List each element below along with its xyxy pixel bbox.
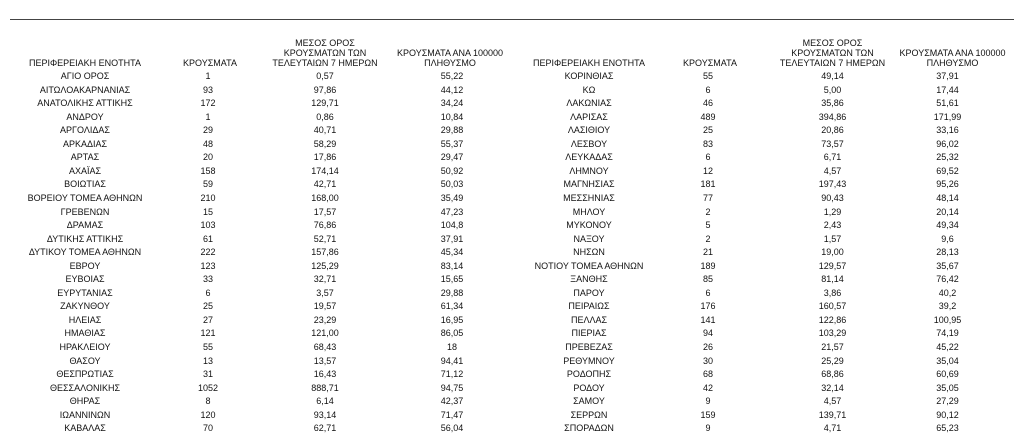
cell-avg7: 90,43 <box>821 192 844 203</box>
cell-region: ΛΕΥΚΑΔΑΣ <box>565 152 613 163</box>
cell-cases: 5 <box>705 220 711 231</box>
cell-region: ΛΑΣΙΘΙΟΥ <box>567 125 611 136</box>
cell-cases: 121 <box>200 328 216 339</box>
cell-cases: 13 <box>202 355 213 366</box>
cell-region: ΚΑΒΑΛΑΣ <box>64 423 106 434</box>
cell-cases: 20 <box>202 152 213 163</box>
cell-region: ΑΝΑΤΟΛΙΚΗΣ ΑΤΤΙΚΗΣ <box>37 98 133 109</box>
table-row <box>0 165 1024 178</box>
cell-avg7: 160,57 <box>818 301 847 312</box>
table-row <box>0 260 1024 273</box>
cell-region: ΝΑΞΟΥ <box>573 233 605 244</box>
cell-per100k: 28,13 <box>936 247 959 258</box>
table-row <box>0 327 1024 340</box>
cell-per100k: 55,37 <box>440 138 464 149</box>
cell-avg7: 81,14 <box>821 274 844 285</box>
table-row <box>0 300 1024 313</box>
cell-avg7: 888,71 <box>311 382 339 393</box>
cell-avg7: 40,71 <box>313 125 337 136</box>
cell-cases: 25 <box>202 301 213 312</box>
table-row <box>0 124 1024 137</box>
cell-per100k: 51,61 <box>936 98 959 109</box>
cell-per100k: 20,14 <box>936 206 959 217</box>
cell-region: ΑΓΙΟ ΟΡΟΣ <box>60 71 110 81</box>
cell-region: ΠΑΡΟΥ <box>573 287 605 298</box>
cell-region: ΡΟΔΟΥ <box>573 382 605 393</box>
header-region-left: ΠΕΡΙΦΕΡΕΙΑΚΗ ΕΝΟΤΗΤΑ <box>28 58 142 68</box>
cell-cases: 70 <box>202 423 213 434</box>
cell-cases: 141 <box>700 314 716 325</box>
table-row <box>0 368 1024 381</box>
cell-per100k: 171,99 <box>933 111 962 122</box>
table-row <box>0 233 1024 246</box>
cell-per100k: 37,91 <box>936 71 959 81</box>
cell-cases: 68 <box>702 369 713 380</box>
cell-cases: 15 <box>202 206 213 217</box>
cell-avg7: 52,71 <box>313 233 337 244</box>
cell-cases: 83 <box>702 138 713 149</box>
cell-avg7: 76,86 <box>313 220 337 231</box>
header-cases-right: ΚΡΟΥΣΜΑΤΑ <box>683 58 737 68</box>
header-per100k-right: ΚΡΟΥΣΜΑΤΑ ΑΝΑ 100000 ΠΛΗΘΥΣΜΟ <box>899 48 1006 68</box>
cell-region: ΣΑΜΟΥ <box>573 396 605 407</box>
cell-avg7: 122,86 <box>818 314 847 325</box>
cell-cases: 85 <box>702 274 713 285</box>
cell-region: ΑΝΔΡΟΥ <box>66 111 104 122</box>
cell-avg7: 17,86 <box>313 152 337 163</box>
cell-cases: 120 <box>200 409 216 420</box>
cell-per100k: 61,34 <box>440 301 464 312</box>
cell-avg7: 1,57 <box>823 233 842 244</box>
cell-cases: 31 <box>202 369 213 380</box>
cell-per100k: 29,47 <box>440 152 464 163</box>
table-row <box>0 178 1024 191</box>
cell-region: ΙΩΑΝΝΙΝΩΝ <box>59 409 111 420</box>
cell-cases: 93 <box>202 84 213 95</box>
cell-per100k: 76,42 <box>936 274 959 285</box>
header-cases-left: ΚΡΟΥΣΜΑΤΑ <box>183 58 237 68</box>
cell-region: ΗΡΑΚΛΕΙΟΥ <box>59 342 111 352</box>
cell-avg7: 6,14 <box>316 396 334 407</box>
cell-avg7: 6,71 <box>823 152 842 163</box>
cell-cases: 189 <box>700 260 716 271</box>
header-avg7-left: ΜΕΣΟΣ ΟΡΟΣ ΚΡΟΥΣΜΑΤΩΝ ΤΩΝ ΤΕΛΕΥΤΑΙΩΝ 7 ΗΜΕΡΩΝ <box>272 38 378 68</box>
cell-per100k: 45,22 <box>936 342 959 352</box>
cell-region: ΑΙΤΩΛΟΑΚΑΡΝΑΝΙΑΣ <box>39 84 131 95</box>
cell-per100k: 48,14 <box>936 192 959 203</box>
table-row <box>0 382 1024 395</box>
cell-per100k: 83,14 <box>440 260 464 271</box>
cell-per100k: 65,23 <box>936 423 959 434</box>
cell-region: ΑΡΓΟΛΙΔΑΣ <box>60 125 110 136</box>
cell-cases: 12 <box>702 165 713 176</box>
cell-avg7: 68,43 <box>313 342 337 352</box>
cell-per100k: 29,88 <box>440 287 464 298</box>
cell-per100k: 27,29 <box>936 396 959 407</box>
cell-cases: 1 <box>205 111 211 122</box>
cell-cases: 77 <box>702 192 713 203</box>
cell-per100k: 86,05 <box>440 328 464 339</box>
cell-avg7: 4,57 <box>823 396 842 407</box>
cell-per100k: 104,8 <box>440 220 464 231</box>
table-row <box>0 70 1024 83</box>
cell-region: ΚΩ <box>582 84 596 95</box>
cell-region: ΣΕΡΡΩΝ <box>570 409 608 420</box>
cell-cases: 9 <box>705 423 711 434</box>
header-per100k-left: ΚΡΟΥΣΜΑΤΑ ΑΝΑ 100000 ΠΛΗΘΥΣΜΟ <box>397 48 503 68</box>
cell-region: ΛΑΡΙΣΑΣ <box>570 111 608 122</box>
cell-region: ΜΑΓΝΗΣΙΑΣ <box>563 179 615 190</box>
cell-per100k: 29,88 <box>440 125 464 136</box>
cell-per100k: 37,91 <box>440 233 464 244</box>
cell-per100k: 35,67 <box>936 260 959 271</box>
cell-avg7: 17,57 <box>313 206 337 217</box>
cell-avg7: 0,86 <box>316 111 334 122</box>
cell-per100k: 34,24 <box>440 98 464 109</box>
cell-cases: 222 <box>200 247 216 258</box>
cell-region: ΘΕΣΠΡΩΤΙΑΣ <box>56 369 114 380</box>
cell-cases: 25 <box>702 125 713 136</box>
table-row <box>0 219 1024 232</box>
cell-avg7: 49,14 <box>821 71 844 81</box>
cell-region: ΕΥΡΥΤΑΝΙΑΣ <box>57 287 113 298</box>
cell-region: ΡΕΘΥΜΝΟΥ <box>563 355 615 366</box>
cell-avg7: 20,86 <box>821 125 844 136</box>
cell-per100k: 94,75 <box>440 382 464 393</box>
cell-region: ΑΡΚΑΔΙΑΣ <box>62 138 108 149</box>
cell-per100k: 100,95 <box>933 314 962 325</box>
cell-avg7: 2,43 <box>823 220 842 231</box>
cell-region: ΜΥΚΟΝΟΥ <box>566 220 612 231</box>
cell-per100k: 55,22 <box>440 71 464 81</box>
cell-region: ΓΡΕΒΕΝΩΝ <box>60 206 110 217</box>
table-row <box>0 111 1024 124</box>
cell-per100k: 90,12 <box>936 409 959 420</box>
cell-cases: 6 <box>205 287 211 298</box>
cell-region: ΗΛΕΙΑΣ <box>68 314 102 325</box>
cell-region: ΠΕΛΛΑΣ <box>570 314 608 325</box>
cell-per100k: 96,02 <box>936 138 959 149</box>
cell-cases: 94 <box>702 328 713 339</box>
cell-region: ΛΕΣΒΟΥ <box>570 138 608 149</box>
cell-cases: 29 <box>202 125 213 136</box>
cell-cases: 27 <box>202 314 213 325</box>
cell-avg7: 125,29 <box>311 260 339 271</box>
cell-avg7: 3,57 <box>316 287 334 298</box>
header-avg7-right: ΜΕΣΟΣ ΟΡΟΣ ΚΡΟΥΣΜΑΤΩΝ ΤΩΝ ΤΕΛΕΥΤΑΙΩΝ 7 ΗΜΕΡΩΝ <box>779 38 886 68</box>
cell-cases: 2 <box>705 233 711 244</box>
cell-region: ΒΟΡΕΙΟΥ ΤΟΜΕΑ ΑΘΗΝΩΝ <box>27 192 143 203</box>
cell-region: ΜΗΛΟΥ <box>572 206 606 217</box>
cell-per100k: 50,03 <box>440 179 464 190</box>
cell-region: ΘΗΡΑΣ <box>69 396 101 407</box>
cell-avg7: 129,57 <box>818 260 847 271</box>
cell-avg7: 16,43 <box>313 369 337 380</box>
cell-avg7: 4,71 <box>823 423 842 434</box>
cell-avg7: 13,57 <box>313 355 337 366</box>
cell-cases: 48 <box>202 138 213 149</box>
cell-avg7: 32,14 <box>821 382 844 393</box>
cell-region: ΖΑΚΥΝΘΟΥ <box>60 301 110 312</box>
table-row <box>0 192 1024 205</box>
table-row <box>0 84 1024 97</box>
cell-avg7: 93,14 <box>313 409 337 420</box>
cell-avg7: 68,86 <box>821 369 844 380</box>
table-row <box>0 273 1024 286</box>
cell-region: ΣΠΟΡΑΔΩΝ <box>564 423 614 434</box>
cell-avg7: 25,29 <box>821 355 844 366</box>
cell-region: ΑΧΑΪΑΣ <box>68 165 102 176</box>
cell-per100k: 16,95 <box>440 314 464 325</box>
cell-cases: 9 <box>705 396 711 407</box>
cell-region: ΘΑΣΟΥ <box>69 355 101 366</box>
cell-avg7: 62,71 <box>313 423 337 434</box>
cell-avg7: 3,86 <box>823 287 842 298</box>
cell-per100k: 95,26 <box>936 179 959 190</box>
cell-per100k: 25,32 <box>936 152 959 163</box>
cell-per100k: 44,12 <box>440 84 464 95</box>
table-row <box>0 355 1024 368</box>
cell-per100k: 17,44 <box>936 84 959 95</box>
cell-per100k: 49,34 <box>936 220 959 231</box>
cell-cases: 61 <box>202 233 213 244</box>
cell-per100k: 50,92 <box>440 165 464 176</box>
cell-region: ΠΙΕΡΙΑΣ <box>571 328 607 339</box>
cell-cases: 172 <box>200 98 216 109</box>
cell-per100k: 42,37 <box>440 396 464 407</box>
table-row <box>0 409 1024 422</box>
cell-per100k: 60,69 <box>936 369 959 380</box>
cell-cases: 55 <box>702 71 713 81</box>
cell-cases: 210 <box>200 192 216 203</box>
cell-per100k: 33,16 <box>936 125 959 136</box>
cell-avg7: 42,71 <box>313 179 337 190</box>
cell-cases: 2 <box>705 206 711 217</box>
cell-region: ΔΡΑΜΑΣ <box>66 220 104 231</box>
cell-avg7: 97,86 <box>313 84 337 95</box>
cell-per100k: 45,34 <box>440 247 464 258</box>
cell-cases: 55 <box>202 342 213 352</box>
cell-cases: 6 <box>705 84 711 95</box>
cell-region: ΛΑΚΩΝΙΑΣ <box>566 98 612 109</box>
table-row <box>0 151 1024 164</box>
cell-cases: 30 <box>702 355 713 366</box>
cell-cases: 1052 <box>197 382 219 393</box>
cell-cases: 176 <box>700 301 716 312</box>
cell-region: ΝΟΤΙΟΥ ΤΟΜΕΑ ΑΘΗΝΩΝ <box>534 260 644 271</box>
cell-cases: 33 <box>202 274 213 285</box>
cell-region: ΚΟΡΙΝΘΙΑΣ <box>564 71 614 81</box>
cell-cases: 8 <box>205 396 211 407</box>
cell-per100k: 39,2 <box>938 301 957 312</box>
cell-region: ΕΥΒΟΙΑΣ <box>65 274 105 285</box>
cell-per100k: 9,6 <box>941 233 954 244</box>
cell-avg7: 4,57 <box>823 165 842 176</box>
cell-cases: 46 <box>702 98 713 109</box>
cell-region: ΒΟΙΩΤΙΑΣ <box>64 179 106 190</box>
cell-avg7: 58,29 <box>313 138 337 149</box>
cell-cases: 6 <box>705 152 711 163</box>
table-row <box>0 287 1024 300</box>
cell-avg7: 157,86 <box>311 247 339 258</box>
cell-avg7: 197,43 <box>818 179 847 190</box>
cell-avg7: 21,57 <box>821 342 844 352</box>
cell-region: ΑΡΤΑΣ <box>70 152 100 163</box>
cell-avg7: 174,14 <box>311 165 339 176</box>
cell-avg7: 35,86 <box>821 98 844 109</box>
cell-avg7: 32,71 <box>313 274 337 285</box>
cell-per100k: 56,04 <box>440 423 464 434</box>
cell-avg7: 19,57 <box>313 301 337 312</box>
header-region-right: ΠΕΡΙΦΕΡΕΙΑΚΗ ΕΝΟΤΗΤΑ <box>532 58 646 68</box>
cell-per100k: 47,23 <box>440 206 464 217</box>
cell-per100k: 40,2 <box>938 287 957 298</box>
cell-cases: 1 <box>205 71 211 81</box>
cell-avg7: 103,29 <box>818 328 847 339</box>
cell-avg7: 168,00 <box>311 192 339 203</box>
cell-region: ΠΕΙΡΑΙΩΣ <box>568 301 610 312</box>
cell-region: ΞΑΝΘΗΣ <box>570 274 608 285</box>
cell-per100k: 10,84 <box>440 111 464 122</box>
cell-region: ΛΗΜΝΟΥ <box>569 165 609 176</box>
table-row <box>0 206 1024 219</box>
top-rule <box>10 19 1014 20</box>
cell-avg7: 139,71 <box>818 409 847 420</box>
cell-per100k: 15,65 <box>440 274 464 285</box>
cell-region: ΕΒΡΟΥ <box>69 260 101 271</box>
cell-cases: 59 <box>202 179 213 190</box>
cell-cases: 42 <box>702 382 713 393</box>
cell-cases: 489 <box>700 111 716 122</box>
cell-cases: 181 <box>700 179 716 190</box>
cell-cases: 6 <box>705 287 711 298</box>
cell-avg7: 0,57 <box>316 71 334 81</box>
cell-per100k: 94,41 <box>440 355 464 366</box>
cell-cases: 123 <box>200 260 216 271</box>
cell-avg7: 19,00 <box>821 247 844 258</box>
table-row <box>0 246 1024 259</box>
table-row <box>0 97 1024 110</box>
cell-avg7: 121,00 <box>311 328 339 339</box>
cell-per100k: 71,12 <box>440 369 464 380</box>
cell-region: ΗΜΑΘΙΑΣ <box>64 328 106 339</box>
cell-region: ΔΥΤΙΚΗΣ ΑΤΤΙΚΗΣ <box>46 233 124 244</box>
cell-per100k: 18 <box>446 342 457 352</box>
cell-cases: 103 <box>200 220 216 231</box>
cell-cases: 21 <box>702 247 713 258</box>
cell-region: ΜΕΣΣΗΝΙΑΣ <box>563 192 615 203</box>
table-row <box>0 138 1024 151</box>
cell-per100k: 69,52 <box>936 165 959 176</box>
cell-avg7: 1,29 <box>823 206 842 217</box>
cell-avg7: 73,57 <box>821 138 844 149</box>
cell-region: ΔΥΤΙΚΟΥ ΤΟΜΕΑ ΑΘΗΝΩΝ <box>28 247 142 258</box>
cell-avg7: 23,29 <box>313 314 337 325</box>
cell-avg7: 129,71 <box>311 98 339 109</box>
table-row <box>0 341 1024 354</box>
cell-cases: 159 <box>700 409 716 420</box>
table-row <box>0 314 1024 327</box>
cell-cases: 26 <box>702 342 713 352</box>
table-row <box>0 422 1024 435</box>
cell-region: ΡΟΔΟΠΗΣ <box>566 369 612 380</box>
cell-region: ΝΗΣΩΝ <box>573 247 605 258</box>
cell-avg7: 5,00 <box>823 84 842 95</box>
cell-per100k: 35,49 <box>440 192 464 203</box>
cell-per100k: 74,19 <box>936 328 959 339</box>
cell-cases: 158 <box>200 165 216 176</box>
cell-region: ΘΕΣΣΑΛΟΝΙΚΗΣ <box>49 382 121 393</box>
cell-avg7: 394,86 <box>818 111 847 122</box>
cell-per100k: 35,05 <box>936 382 959 393</box>
cell-per100k: 71,47 <box>440 409 464 420</box>
table-row <box>0 395 1024 408</box>
cell-per100k: 35,04 <box>936 355 959 366</box>
cell-region: ΠΡΕΒΕΖΑΣ <box>565 342 613 352</box>
